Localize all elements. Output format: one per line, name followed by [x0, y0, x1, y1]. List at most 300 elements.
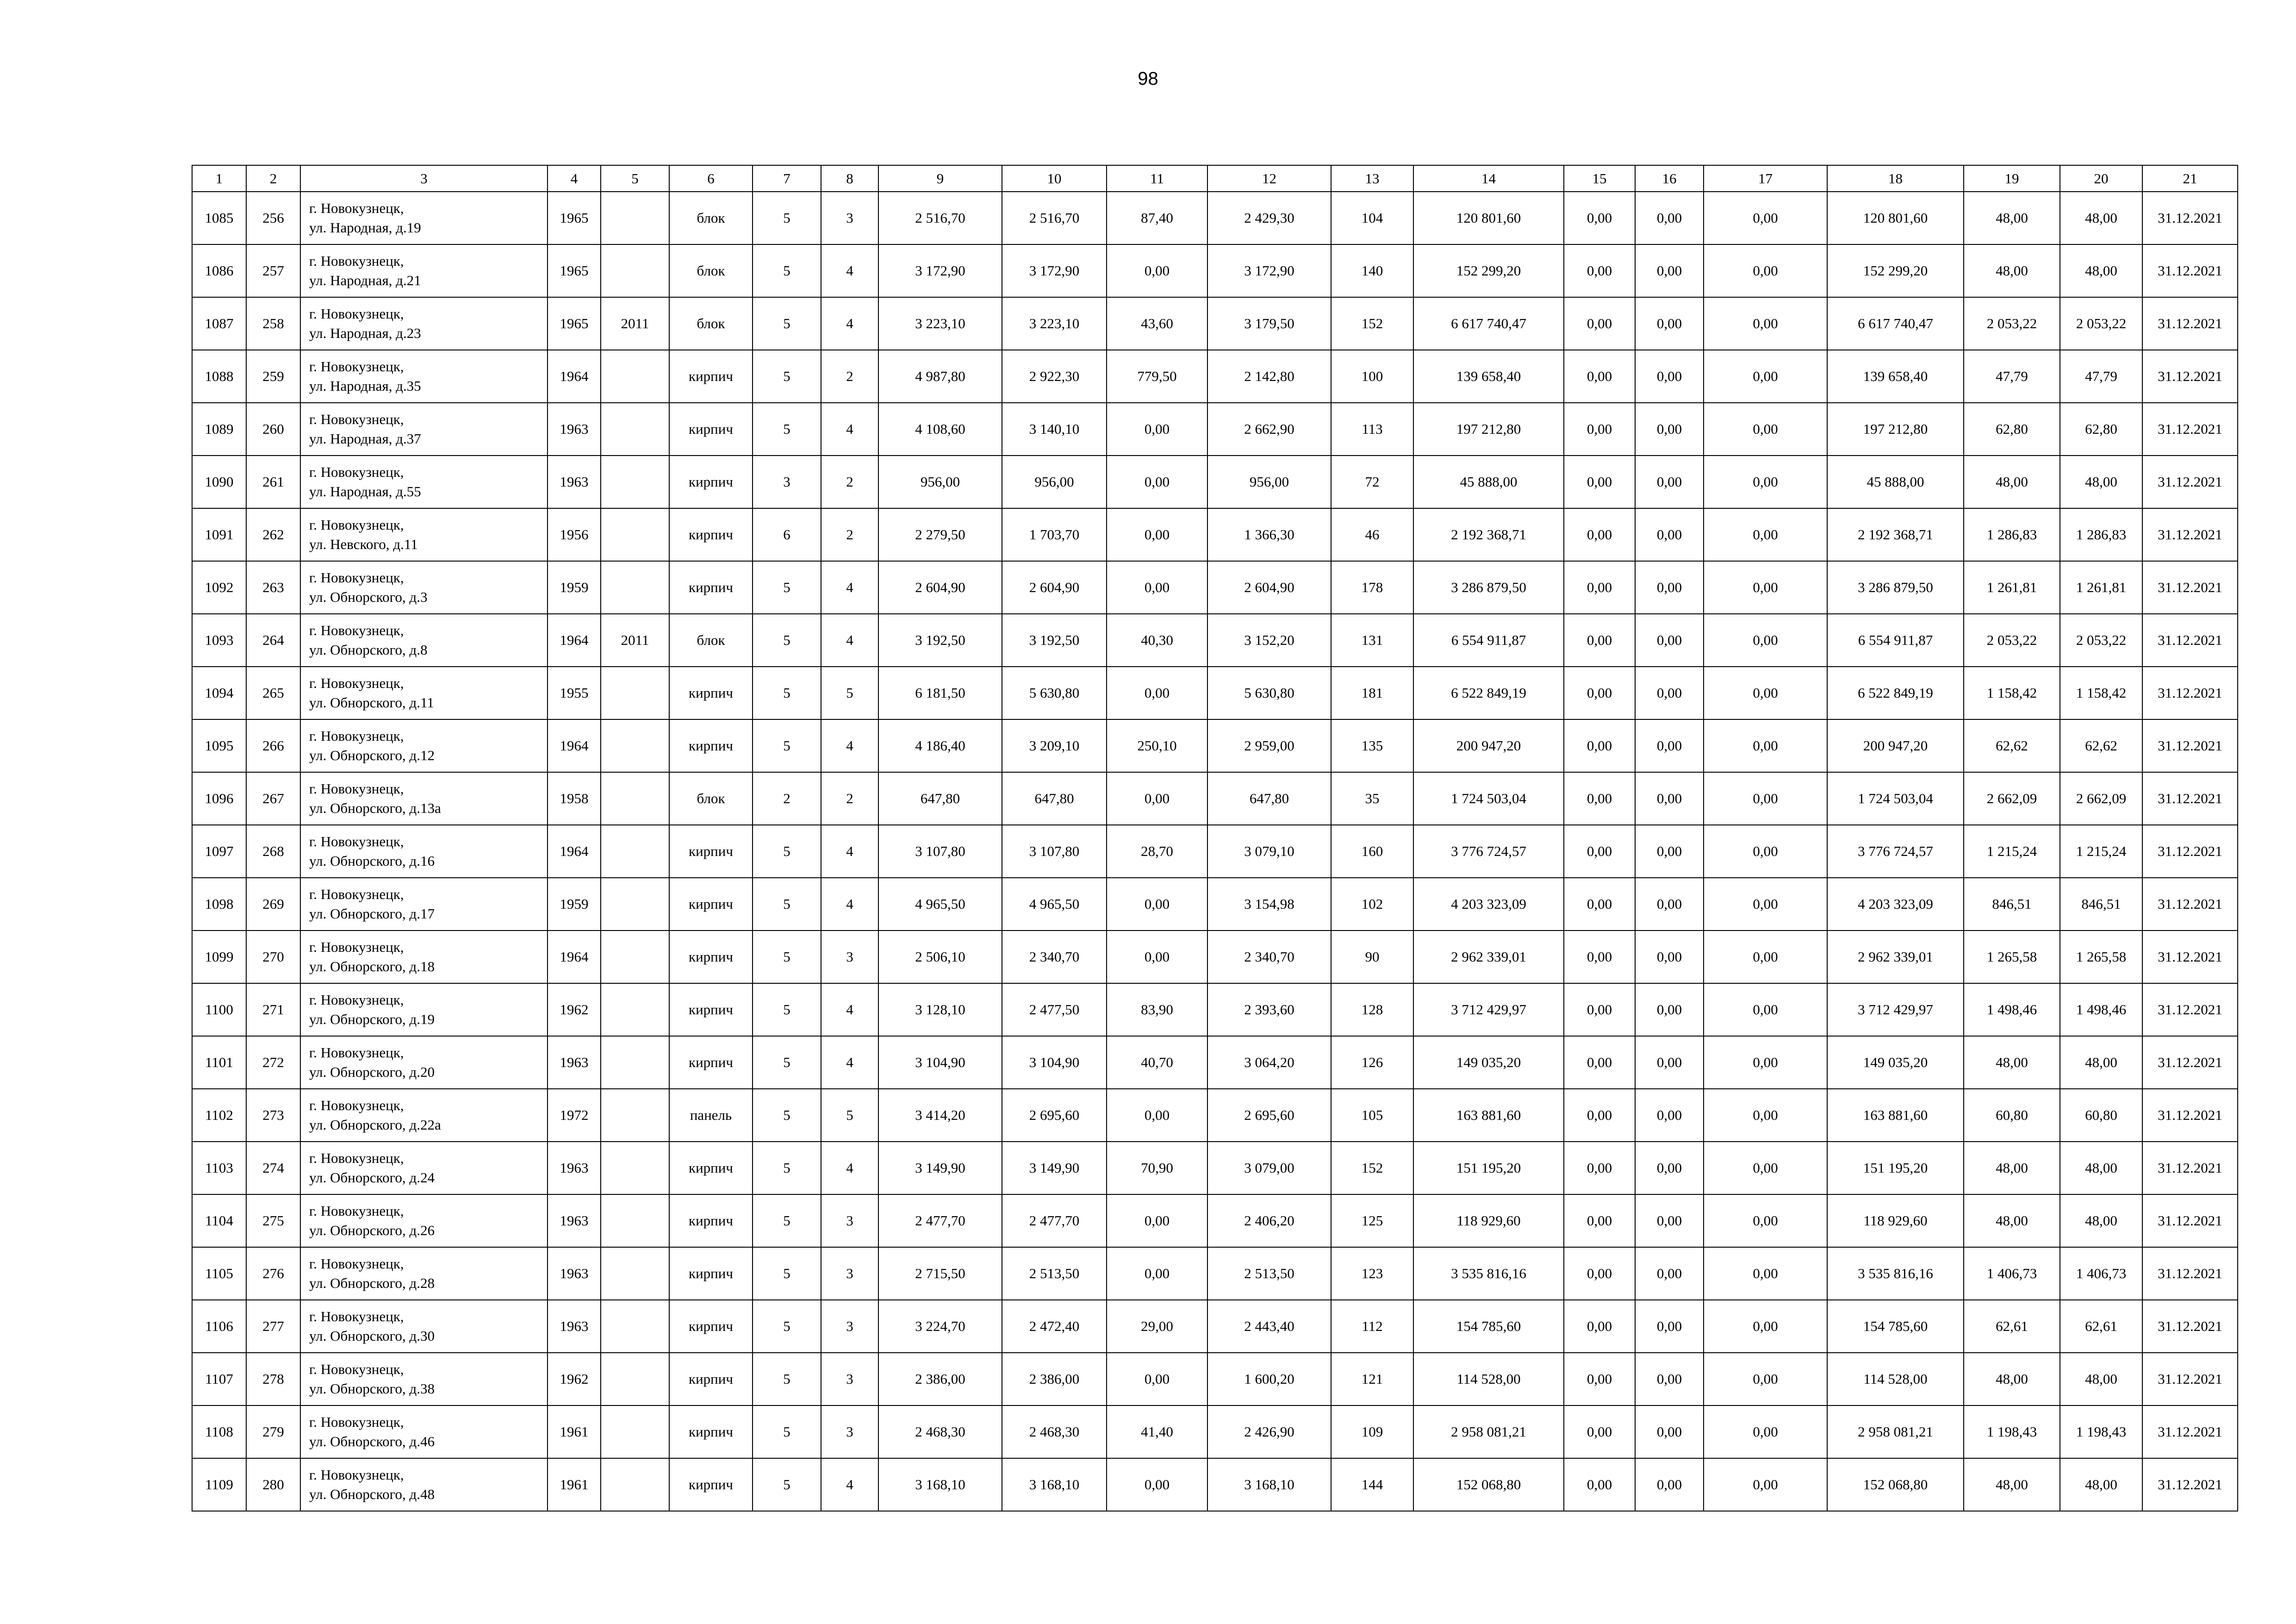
cell-col-19: 1 261,81	[1964, 561, 2060, 614]
cell-col-11: 40,70	[1107, 1036, 1207, 1089]
address-street: ул. Обнорского, д.48	[309, 1486, 435, 1502]
cell-col-10: 647,80	[1002, 772, 1107, 825]
cell-col-12: 647,80	[1207, 772, 1331, 825]
cell-col-18: 197 212,80	[1827, 403, 1964, 456]
cell-col-14: 149 035,20	[1413, 1036, 1564, 1089]
cell-col-18: 3 535 816,16	[1827, 1247, 1964, 1300]
cell-col-18: 152 299,20	[1827, 244, 1964, 297]
cell-col-12: 3 079,00	[1207, 1142, 1331, 1194]
cell-col-15: 0,00	[1564, 931, 1635, 983]
cell-col-17: 0,00	[1704, 1089, 1827, 1142]
cell-col-8: 4	[821, 403, 878, 456]
cell-col-9: 2 279,50	[878, 508, 1002, 561]
cell-col-7: 5	[753, 719, 821, 772]
cell-col-16: 0,00	[1635, 931, 1704, 983]
cell-col-18: 200 947,20	[1827, 719, 1964, 772]
cell-col-6: блок	[669, 192, 753, 244]
cell-col-1: 1103	[192, 1142, 246, 1194]
cell-col-11: 0,00	[1107, 561, 1207, 614]
cell-col-16: 0,00	[1635, 1458, 1704, 1511]
cell-col-5	[601, 350, 669, 403]
cell-col-8: 3	[821, 1300, 878, 1353]
cell-col-13: 160	[1331, 825, 1413, 878]
cell-col-21: 31.12.2021	[2142, 1405, 2238, 1458]
cell-col-12: 3 152,20	[1207, 614, 1331, 667]
column-header-2: 2	[246, 165, 300, 192]
cell-col-20: 1 406,73	[2060, 1247, 2142, 1300]
cell-col-21: 31.12.2021	[2142, 1142, 2238, 1194]
cell-col-7: 5	[753, 1194, 821, 1247]
cell-col-13: 144	[1331, 1458, 1413, 1511]
cell-col-19: 846,51	[1964, 878, 2060, 931]
cell-col-13: 126	[1331, 1036, 1413, 1089]
cell-col-11: 779,50	[1107, 350, 1207, 403]
cell-col-21: 31.12.2021	[2142, 1458, 2238, 1511]
address-street: ул. Народная, д.23	[309, 325, 421, 341]
cell-col-5	[601, 1458, 669, 1511]
column-header-14: 14	[1413, 165, 1564, 192]
cell-col-17: 0,00	[1704, 1405, 1827, 1458]
cell-col-20: 1 215,24	[2060, 825, 2142, 878]
header-row	[192, 165, 2238, 192]
table-row	[192, 1194, 2238, 1247]
cell-address	[300, 614, 548, 667]
cell-col-11: 83,90	[1107, 983, 1207, 1036]
cell-address	[300, 931, 548, 983]
cell-col-2: 269	[246, 878, 300, 931]
cell-address	[300, 1247, 548, 1300]
address-city: г. Новокузнецк,	[309, 939, 404, 955]
cell-col-2: 273	[246, 1089, 300, 1142]
cell-address	[300, 878, 548, 931]
address-street: ул. Невского, д.11	[309, 536, 418, 552]
cell-col-9: 3 128,10	[878, 983, 1002, 1036]
cell-col-12: 3 064,20	[1207, 1036, 1331, 1089]
cell-col-10: 2 472,40	[1002, 1300, 1107, 1353]
cell-col-7: 6	[753, 508, 821, 561]
cell-col-21: 31.12.2021	[2142, 825, 2238, 878]
cell-col-2: 274	[246, 1142, 300, 1194]
cell-col-18: 120 801,60	[1827, 192, 1964, 244]
cell-col-7: 5	[753, 614, 821, 667]
cell-col-2: 257	[246, 244, 300, 297]
cell-col-16: 0,00	[1635, 1194, 1704, 1247]
cell-col-12: 2 695,60	[1207, 1089, 1331, 1142]
cell-col-6: кирпич	[669, 508, 753, 561]
cell-col-5	[601, 1089, 669, 1142]
cell-address	[300, 350, 548, 403]
cell-col-17: 0,00	[1704, 1194, 1827, 1247]
cell-address	[300, 1353, 548, 1405]
cell-col-13: 105	[1331, 1089, 1413, 1142]
cell-col-13: 125	[1331, 1194, 1413, 1247]
cell-col-14: 2 962 339,01	[1413, 931, 1564, 983]
cell-col-4: 1963	[548, 456, 601, 508]
cell-col-1: 1108	[192, 1405, 246, 1458]
cell-col-16: 0,00	[1635, 614, 1704, 667]
cell-col-4: 1962	[548, 1353, 601, 1405]
cell-col-10: 2 695,60	[1002, 1089, 1107, 1142]
cell-col-12: 3 168,10	[1207, 1458, 1331, 1511]
cell-col-11: 0,00	[1107, 403, 1207, 456]
cell-col-18: 139 658,40	[1827, 350, 1964, 403]
column-header-11: 11	[1107, 165, 1207, 192]
cell-col-4: 1959	[548, 561, 601, 614]
cell-col-20: 48,00	[2060, 1036, 2142, 1089]
cell-col-7: 5	[753, 825, 821, 878]
cell-col-17: 0,00	[1704, 297, 1827, 350]
cell-col-5	[601, 1247, 669, 1300]
cell-col-15: 0,00	[1564, 667, 1635, 719]
cell-col-9: 4 186,40	[878, 719, 1002, 772]
cell-col-11: 0,00	[1107, 772, 1207, 825]
address-street: ул. Обнорского, д.20	[309, 1064, 435, 1080]
cell-col-5	[601, 719, 669, 772]
cell-col-21: 31.12.2021	[2142, 667, 2238, 719]
address-city: г. Новокузнецк,	[309, 569, 404, 586]
cell-col-21: 31.12.2021	[2142, 192, 2238, 244]
cell-col-21: 31.12.2021	[2142, 614, 2238, 667]
page-number: 98	[1138, 69, 1158, 89]
cell-col-19: 1 215,24	[1964, 825, 2060, 878]
cell-col-15: 0,00	[1564, 297, 1635, 350]
cell-col-19: 48,00	[1964, 456, 2060, 508]
table-row	[192, 456, 2238, 508]
cell-col-18: 152 068,80	[1827, 1458, 1964, 1511]
cell-col-4: 1965	[548, 192, 601, 244]
cell-col-9: 3 414,20	[878, 1089, 1002, 1142]
cell-col-7: 5	[753, 878, 821, 931]
cell-col-5	[601, 878, 669, 931]
cell-col-5: 2011	[601, 614, 669, 667]
cell-col-9: 2 468,30	[878, 1405, 1002, 1458]
cell-col-12: 3 172,90	[1207, 244, 1331, 297]
cell-col-8: 4	[821, 614, 878, 667]
cell-col-17: 0,00	[1704, 614, 1827, 667]
cell-col-14: 3 286 879,50	[1413, 561, 1564, 614]
table-row	[192, 192, 2238, 244]
cell-col-15: 0,00	[1564, 1194, 1635, 1247]
cell-col-9: 2 386,00	[878, 1353, 1002, 1405]
column-header-20: 20	[2060, 165, 2142, 192]
cell-col-21: 31.12.2021	[2142, 1247, 2238, 1300]
cell-col-8: 4	[821, 983, 878, 1036]
cell-col-15: 0,00	[1564, 1247, 1635, 1300]
address-city: г. Новокузнецк,	[309, 992, 404, 1008]
cell-col-13: 135	[1331, 719, 1413, 772]
cell-col-13: 102	[1331, 878, 1413, 931]
cell-col-10: 3 168,10	[1002, 1458, 1107, 1511]
cell-col-1: 1105	[192, 1247, 246, 1300]
cell-col-7: 5	[753, 350, 821, 403]
cell-col-13: 35	[1331, 772, 1413, 825]
address-city: г. Новокузнецк,	[309, 1361, 404, 1377]
column-header-15: 15	[1564, 165, 1635, 192]
cell-col-14: 139 658,40	[1413, 350, 1564, 403]
cell-col-5	[601, 456, 669, 508]
cell-col-6: панель	[669, 1089, 753, 1142]
cell-col-11: 0,00	[1107, 1247, 1207, 1300]
cell-col-1: 1085	[192, 192, 246, 244]
cell-col-9: 3 223,10	[878, 297, 1002, 350]
cell-col-7: 5	[753, 297, 821, 350]
cell-col-4: 1956	[548, 508, 601, 561]
cell-col-1: 1086	[192, 244, 246, 297]
cell-col-10: 956,00	[1002, 456, 1107, 508]
cell-address	[300, 403, 548, 456]
cell-col-13: 178	[1331, 561, 1413, 614]
cell-col-14: 120 801,60	[1413, 192, 1564, 244]
cell-col-20: 2 053,22	[2060, 297, 2142, 350]
cell-col-10: 3 192,50	[1002, 614, 1107, 667]
cell-col-1: 1101	[192, 1036, 246, 1089]
cell-col-2: 263	[246, 561, 300, 614]
cell-col-14: 152 299,20	[1413, 244, 1564, 297]
cell-col-6: кирпич	[669, 1142, 753, 1194]
cell-col-12: 1 600,20	[1207, 1353, 1331, 1405]
cell-col-18: 1 724 503,04	[1827, 772, 1964, 825]
column-header-3: 3	[300, 165, 548, 192]
cell-col-9: 3 172,90	[878, 244, 1002, 297]
cell-col-4: 1958	[548, 772, 601, 825]
cell-col-9: 647,80	[878, 772, 1002, 825]
cell-col-1: 1095	[192, 719, 246, 772]
cell-col-9: 956,00	[878, 456, 1002, 508]
address-street: ул. Обнорского, д.26	[309, 1222, 435, 1238]
cell-col-17: 0,00	[1704, 1300, 1827, 1353]
cell-col-7: 5	[753, 1142, 821, 1194]
cell-col-21: 31.12.2021	[2142, 508, 2238, 561]
cell-col-14: 3 535 816,16	[1413, 1247, 1564, 1300]
cell-col-10: 2 516,70	[1002, 192, 1107, 244]
cell-col-17: 0,00	[1704, 931, 1827, 983]
cell-address	[300, 192, 548, 244]
address-city: г. Новокузнецк,	[309, 1308, 404, 1324]
cell-col-12: 2 142,80	[1207, 350, 1331, 403]
cell-col-11: 0,00	[1107, 1194, 1207, 1247]
cell-col-12: 2 406,20	[1207, 1194, 1331, 1247]
column-header-19: 19	[1964, 165, 2060, 192]
cell-col-18: 3 286 879,50	[1827, 561, 1964, 614]
cell-col-6: кирпич	[669, 983, 753, 1036]
address-city: г. Новокузнецк,	[309, 358, 404, 375]
cell-col-7: 5	[753, 403, 821, 456]
cell-col-21: 31.12.2021	[2142, 403, 2238, 456]
cell-col-7: 5	[753, 983, 821, 1036]
cell-col-5	[601, 772, 669, 825]
cell-col-2: 268	[246, 825, 300, 878]
cell-col-11: 0,00	[1107, 456, 1207, 508]
cell-col-18: 118 929,60	[1827, 1194, 1964, 1247]
table-row	[192, 1142, 2238, 1194]
cell-col-5	[601, 825, 669, 878]
cell-col-7: 3	[753, 456, 821, 508]
address-street: ул. Обнорского, д.46	[309, 1433, 435, 1449]
cell-col-7: 5	[753, 244, 821, 297]
cell-col-1: 1104	[192, 1194, 246, 1247]
cell-col-8: 5	[821, 667, 878, 719]
cell-col-9: 2 715,50	[878, 1247, 1002, 1300]
cell-col-20: 48,00	[2060, 192, 2142, 244]
address-street: ул. Обнорского, д.30	[309, 1328, 435, 1344]
cell-col-4: 1963	[548, 1247, 601, 1300]
address-street: ул. Обнорского, д.8	[309, 642, 428, 658]
address-city: г. Новокузнецк,	[309, 411, 404, 427]
table-row	[192, 825, 2238, 878]
cell-col-6: кирпич	[669, 1194, 753, 1247]
table-row	[192, 931, 2238, 983]
cell-col-5	[601, 1353, 669, 1405]
cell-col-20: 62,80	[2060, 403, 2142, 456]
address-street: ул. Обнорского, д.3	[309, 589, 428, 605]
cell-col-21: 31.12.2021	[2142, 1300, 2238, 1353]
address-city: г. Новокузнецк,	[309, 622, 404, 638]
address-city: г. Новокузнецк,	[309, 1467, 404, 1483]
cell-col-11: 0,00	[1107, 1458, 1207, 1511]
cell-col-16: 0,00	[1635, 772, 1704, 825]
cell-col-15: 0,00	[1564, 192, 1635, 244]
cell-col-19: 62,62	[1964, 719, 2060, 772]
cell-col-4: 1972	[548, 1089, 601, 1142]
cell-col-21: 31.12.2021	[2142, 931, 2238, 983]
cell-col-5	[601, 1194, 669, 1247]
cell-col-8: 4	[821, 1036, 878, 1089]
cell-col-6: кирпич	[669, 667, 753, 719]
cell-col-18: 2 958 081,21	[1827, 1405, 1964, 1458]
cell-col-17: 0,00	[1704, 192, 1827, 244]
address-street: ул. Обнорского, д.11	[309, 694, 434, 711]
cell-col-2: 279	[246, 1405, 300, 1458]
cell-col-15: 0,00	[1564, 244, 1635, 297]
cell-col-15: 0,00	[1564, 983, 1635, 1036]
cell-col-15: 0,00	[1564, 456, 1635, 508]
cell-col-12: 5 630,80	[1207, 667, 1331, 719]
cell-col-11: 0,00	[1107, 878, 1207, 931]
cell-col-6: кирпич	[669, 350, 753, 403]
column-header-21: 21	[2142, 165, 2238, 192]
cell-col-8: 4	[821, 719, 878, 772]
address-city: г. Новокузнецк,	[309, 833, 404, 849]
cell-col-1: 1109	[192, 1458, 246, 1511]
cell-col-16: 0,00	[1635, 561, 1704, 614]
cell-col-14: 1 724 503,04	[1413, 772, 1564, 825]
address-street: ул. Обнорского, д.24	[309, 1169, 435, 1186]
cell-col-6: кирпич	[669, 456, 753, 508]
cell-col-4: 1959	[548, 878, 601, 931]
cell-col-18: 6 617 740,47	[1827, 297, 1964, 350]
cell-col-10: 3 223,10	[1002, 297, 1107, 350]
cell-col-9: 3 107,80	[878, 825, 1002, 878]
address-street: ул. Обнорского, д.19	[309, 1011, 435, 1027]
cell-col-9: 4 108,60	[878, 403, 1002, 456]
cell-col-15: 0,00	[1564, 878, 1635, 931]
cell-col-19: 1 498,46	[1964, 983, 2060, 1036]
address-city: г. Новокузнецк,	[309, 1255, 404, 1272]
cell-col-1: 1102	[192, 1089, 246, 1142]
cell-col-4: 1961	[548, 1458, 601, 1511]
cell-col-15: 0,00	[1564, 508, 1635, 561]
cell-col-5	[601, 1036, 669, 1089]
cell-col-19: 1 286,83	[1964, 508, 2060, 561]
cell-col-14: 3 776 724,57	[1413, 825, 1564, 878]
cell-col-17: 0,00	[1704, 825, 1827, 878]
table-row	[192, 878, 2238, 931]
cell-col-19: 2 053,22	[1964, 297, 2060, 350]
cell-col-8: 2	[821, 772, 878, 825]
cell-address	[300, 983, 548, 1036]
cell-col-2: 265	[246, 667, 300, 719]
cell-col-13: 46	[1331, 508, 1413, 561]
cell-address	[300, 772, 548, 825]
cell-col-2: 256	[246, 192, 300, 244]
address-street: ул. Обнорского, д.17	[309, 906, 435, 922]
cell-col-11: 40,30	[1107, 614, 1207, 667]
address-street: ул. Обнорского, д.12	[309, 747, 435, 763]
cell-col-6: кирпич	[669, 1300, 753, 1353]
cell-col-9: 2 604,90	[878, 561, 1002, 614]
cell-col-8: 3	[821, 931, 878, 983]
cell-col-16: 0,00	[1635, 983, 1704, 1036]
cell-col-21: 31.12.2021	[2142, 350, 2238, 403]
cell-col-6: блок	[669, 244, 753, 297]
cell-col-15: 0,00	[1564, 403, 1635, 456]
cell-col-2: 266	[246, 719, 300, 772]
cell-col-6: кирпич	[669, 719, 753, 772]
cell-col-20: 48,00	[2060, 1458, 2142, 1511]
cell-col-19: 2 053,22	[1964, 614, 2060, 667]
cell-col-8: 3	[821, 1405, 878, 1458]
cell-col-20: 60,80	[2060, 1089, 2142, 1142]
column-header-8: 8	[821, 165, 878, 192]
cell-col-19: 48,00	[1964, 1194, 2060, 1247]
cell-col-11: 250,10	[1107, 719, 1207, 772]
cell-address	[300, 456, 548, 508]
cell-col-12: 2 513,50	[1207, 1247, 1331, 1300]
cell-col-6: блок	[669, 614, 753, 667]
address-city: г. Новокузнецк,	[309, 1044, 404, 1061]
cell-col-10: 2 477,50	[1002, 983, 1107, 1036]
cell-col-2: 259	[246, 350, 300, 403]
cell-col-1: 1087	[192, 297, 246, 350]
cell-col-2: 275	[246, 1194, 300, 1247]
cell-col-20: 48,00	[2060, 1142, 2142, 1194]
cell-col-7: 5	[753, 1036, 821, 1089]
cell-col-14: 6 554 911,87	[1413, 614, 1564, 667]
table-row	[192, 1353, 2238, 1405]
cell-col-2: 261	[246, 456, 300, 508]
cell-col-6: кирпич	[669, 1353, 753, 1405]
cell-col-10: 3 140,10	[1002, 403, 1107, 456]
column-header-17: 17	[1704, 165, 1827, 192]
cell-col-12: 3 154,98	[1207, 878, 1331, 931]
cell-col-1: 1099	[192, 931, 246, 983]
cell-col-15: 0,00	[1564, 719, 1635, 772]
cell-col-9: 3 224,70	[878, 1300, 1002, 1353]
cell-col-4: 1964	[548, 825, 601, 878]
cell-col-1: 1097	[192, 825, 246, 878]
cell-col-7: 5	[753, 1089, 821, 1142]
cell-col-16: 0,00	[1635, 1036, 1704, 1089]
cell-col-19: 62,80	[1964, 403, 2060, 456]
cell-col-15: 0,00	[1564, 1142, 1635, 1194]
cell-col-9: 3 104,90	[878, 1036, 1002, 1089]
cell-col-11: 87,40	[1107, 192, 1207, 244]
cell-col-5	[601, 192, 669, 244]
cell-col-8: 2	[821, 350, 878, 403]
cell-col-18: 114 528,00	[1827, 1353, 1964, 1405]
cell-col-5	[601, 561, 669, 614]
cell-col-11: 0,00	[1107, 667, 1207, 719]
